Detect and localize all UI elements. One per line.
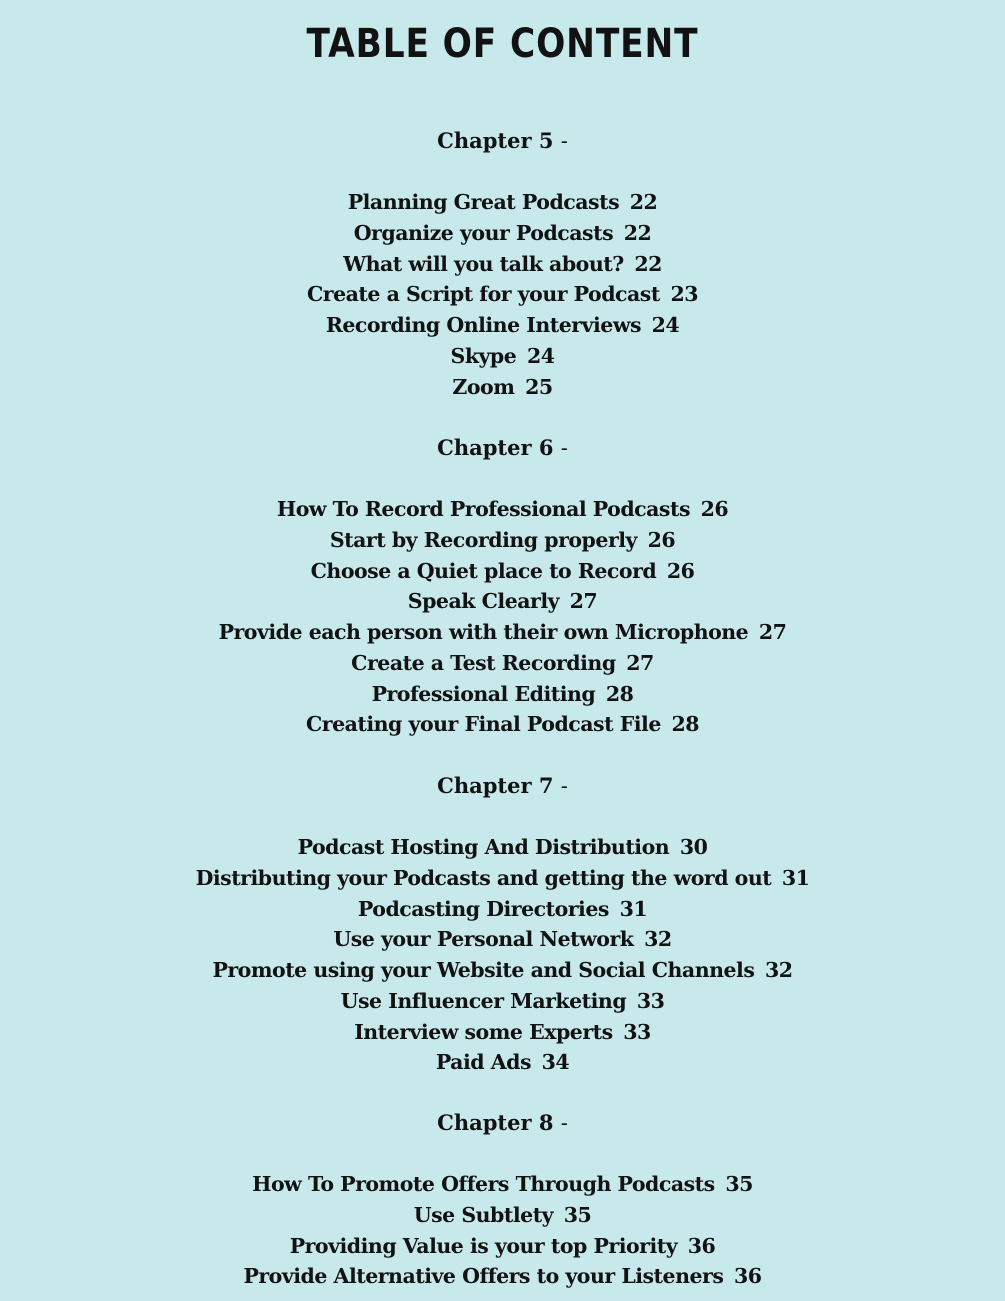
chapter-section-7 bbox=[0, 771, 1005, 1078]
toc-entry[interactable] bbox=[0, 1017, 1005, 1048]
toc-entry[interactable] bbox=[0, 249, 1005, 280]
toc-entry[interactable] bbox=[0, 1231, 1005, 1262]
chapter-heading bbox=[0, 1108, 1005, 1139]
entry-page-number: 34 bbox=[541, 1050, 570, 1075]
entry-page-number: 27 bbox=[758, 620, 787, 645]
entry-list bbox=[0, 494, 1005, 740]
chapter-heading bbox=[0, 433, 1005, 464]
entry-page-number: 32 bbox=[644, 927, 672, 952]
entry-label: Organize your Podcasts bbox=[353, 221, 614, 246]
page-title: TABLE OF CONTENT bbox=[306, 21, 699, 67]
chapter-section-5 bbox=[0, 126, 1005, 402]
toc-entry[interactable] bbox=[0, 218, 1005, 249]
entry-page-number: 28 bbox=[671, 712, 700, 737]
entry-label: Choose a Quiet place to Record bbox=[310, 558, 657, 583]
entry-label: Podcasting Directories bbox=[357, 896, 609, 921]
chapter-section-8 bbox=[0, 1108, 1005, 1292]
entry-page-number: 26 bbox=[647, 528, 676, 553]
entry-label: Paid Ads bbox=[435, 1050, 531, 1075]
entry-page-number: 27 bbox=[569, 589, 598, 614]
chapter-dash: - bbox=[560, 774, 568, 798]
toc-entry[interactable] bbox=[0, 894, 1005, 925]
toc-entry[interactable] bbox=[0, 310, 1005, 341]
toc-entry[interactable] bbox=[0, 709, 1005, 740]
entry-page-number: 26 bbox=[666, 558, 695, 583]
entry-page-number: 23 bbox=[670, 282, 698, 307]
entry-page-number: 36 bbox=[687, 1233, 716, 1258]
entry-page-number: 36 bbox=[734, 1264, 762, 1289]
entry-label: Use Subtlety bbox=[413, 1203, 554, 1228]
chapter-dash: - bbox=[560, 1111, 568, 1135]
entry-list bbox=[0, 832, 1005, 1078]
entry-page-number: 33 bbox=[623, 1019, 651, 1044]
entry-label: Promote using your Website and Social Channels bbox=[212, 958, 755, 983]
entry-label: Professional Editing bbox=[371, 681, 596, 706]
toc-entry[interactable] bbox=[0, 556, 1005, 587]
entry-label: Start by Recording properly bbox=[329, 528, 637, 553]
entry-label: Interview some Experts bbox=[354, 1019, 613, 1044]
entry-label: Distributing your Podcasts and getting the word out bbox=[195, 866, 772, 891]
entry-page-number: 30 bbox=[679, 835, 708, 860]
entry-page-number: 24 bbox=[526, 343, 555, 368]
entry-page-number: 22 bbox=[629, 190, 658, 215]
entry-label: How To Promote Offers Through Podcasts bbox=[252, 1172, 715, 1197]
entry-label: Recording Online Interviews bbox=[325, 313, 642, 338]
toc-entry[interactable] bbox=[0, 187, 1005, 218]
entry-list bbox=[0, 1169, 1005, 1292]
chapter-heading bbox=[0, 771, 1005, 802]
chapter-dash: - bbox=[560, 129, 568, 153]
chapter-title: Chapter 6 bbox=[437, 435, 554, 460]
entry-page-number: 28 bbox=[605, 681, 634, 706]
chapter-title: Chapter 5 bbox=[437, 128, 554, 153]
entry-page-number: 22 bbox=[623, 221, 652, 246]
toc-entry[interactable] bbox=[0, 832, 1005, 863]
toc-entry[interactable] bbox=[0, 525, 1005, 556]
entry-label: Use your Personal Network bbox=[333, 927, 634, 952]
entry-label: How To Record Professional Podcasts bbox=[276, 497, 690, 522]
entry-page-number: 31 bbox=[619, 896, 648, 921]
entry-label: Create a Script for your Podcast bbox=[306, 282, 660, 307]
toc-entry[interactable] bbox=[0, 279, 1005, 310]
toc-entry[interactable] bbox=[0, 494, 1005, 525]
entry-page-number: 26 bbox=[700, 497, 729, 522]
entry-label: Skype bbox=[450, 343, 517, 368]
entry-label: Use Influencer Marketing bbox=[340, 988, 627, 1013]
toc-entry[interactable] bbox=[0, 1261, 1005, 1292]
toc-entry[interactable] bbox=[0, 372, 1005, 403]
entry-page-number: 32 bbox=[765, 958, 793, 983]
entry-label: Providing Value is your top Priority bbox=[289, 1233, 678, 1258]
toc-entry[interactable] bbox=[0, 586, 1005, 617]
toc-entry[interactable] bbox=[0, 955, 1005, 986]
entry-label: Podcast Hosting And Distribution bbox=[297, 835, 670, 860]
toc-entry[interactable] bbox=[0, 1047, 1005, 1078]
entry-label: Creating your Final Podcast File bbox=[305, 712, 661, 737]
entry-page-number: 35 bbox=[725, 1172, 753, 1197]
toc-entry[interactable] bbox=[0, 341, 1005, 372]
entry-label: What will you talk about? bbox=[343, 251, 624, 276]
chapter-section-6 bbox=[0, 433, 1005, 740]
entry-label: Provide Alternative Offers to your Listeners bbox=[243, 1264, 724, 1289]
toc-entry[interactable] bbox=[0, 863, 1005, 894]
chapter-dash: - bbox=[560, 436, 568, 460]
toc-entry[interactable] bbox=[0, 1169, 1005, 1200]
entry-label: Planning Great Podcasts bbox=[347, 190, 620, 215]
toc-entry[interactable] bbox=[0, 679, 1005, 710]
entry-label: Provide each person with their own Microphone bbox=[218, 620, 749, 645]
entry-page-number: 31 bbox=[781, 866, 810, 891]
chapter-title: Chapter 7 bbox=[437, 773, 554, 798]
toc-entry[interactable] bbox=[0, 924, 1005, 955]
toc-entry[interactable] bbox=[0, 986, 1005, 1017]
entry-page-number: 22 bbox=[634, 251, 662, 276]
toc-entry[interactable] bbox=[0, 648, 1005, 679]
entry-label: Zoom bbox=[452, 374, 515, 399]
entry-page-number: 27 bbox=[626, 650, 654, 675]
entry-page-number: 25 bbox=[525, 374, 553, 399]
entry-page-number: 24 bbox=[651, 313, 680, 338]
entry-label: Create a Test Recording bbox=[351, 650, 616, 675]
chapter-title: Chapter 8 bbox=[437, 1110, 554, 1135]
entry-list bbox=[0, 187, 1005, 402]
toc-entry[interactable] bbox=[0, 1200, 1005, 1231]
toc-entry[interactable] bbox=[0, 617, 1005, 648]
chapter-heading bbox=[0, 126, 1005, 157]
entry-label: Speak Clearly bbox=[407, 589, 560, 614]
entry-page-number: 35 bbox=[563, 1203, 592, 1228]
entry-page-number: 33 bbox=[636, 988, 665, 1013]
